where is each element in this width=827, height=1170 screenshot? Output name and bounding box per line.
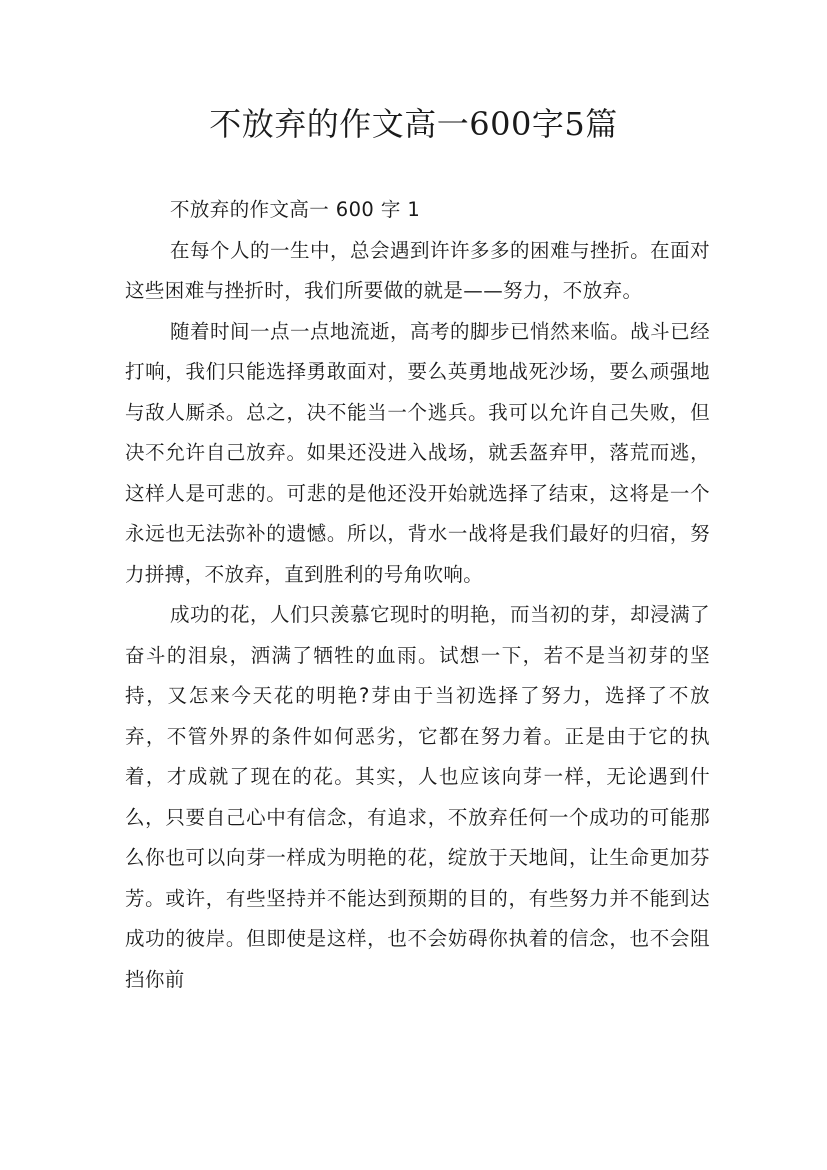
document-title: 不放弃的作文高一600字5篇 [209,105,618,143]
section-title: 不放弃的作文高一 600 字 1 [170,198,421,221]
paragraph-3: 成功的花，人们只羡慕它现时的明艳，而当初的芽，却浸满了奋斗的泪泉，洒满了牺牲的血雨。试想一下，若不是当初芽的坚持，又怎来今天花的明艳?芽由于当初选择了努力，选择了不放弃，不管外界的条件如何恶劣，它都在努力着。正是由于它的执着，才成就了现在的花。其实，人也应该向芽一样，无论遇到什么，只要自己心中有信念，有追求，不放弃任何一个成功的可能那么你也可以向芽一样成为明艳的花，绽放于天地间，让生命更加芬芳。或许，有些坚持并不能达到预期的目的，有些努力并不能到达成功的彼岸。但即使是这样，也不会妨碍你执着的信念，也不会阻挡你前 [125,603,710,991]
document-body [125,190,710,1000]
paragraph-2: 随着时间一点一点地流逝，高考的脚步已悄然来临。战斗已经打响，我们只能选择勇敢面对，要么英勇地战死沙场，要么顽强地与敌人厮杀。总之，决不能当一个逃兵。我可以允许自己失败，但决不允许自己放弃。如果还没进入战场，就丢盔弃甲，落荒而逃，这样人是可悲的。可悲的是他还没开始就选择了结束，这将是一个永远也无法弥补的遗憾。所以，背水一战将是我们最好的归宿，努力拼搏，不放弃，直到胜利的号角吹响。 [125,319,710,586]
paragraph-1: 在每个人的一生中，总会遇到许许多多的困难与挫折。在面对这些困难与挫折时，我们所要做的就是——努力，不放弃。 [125,238,710,302]
